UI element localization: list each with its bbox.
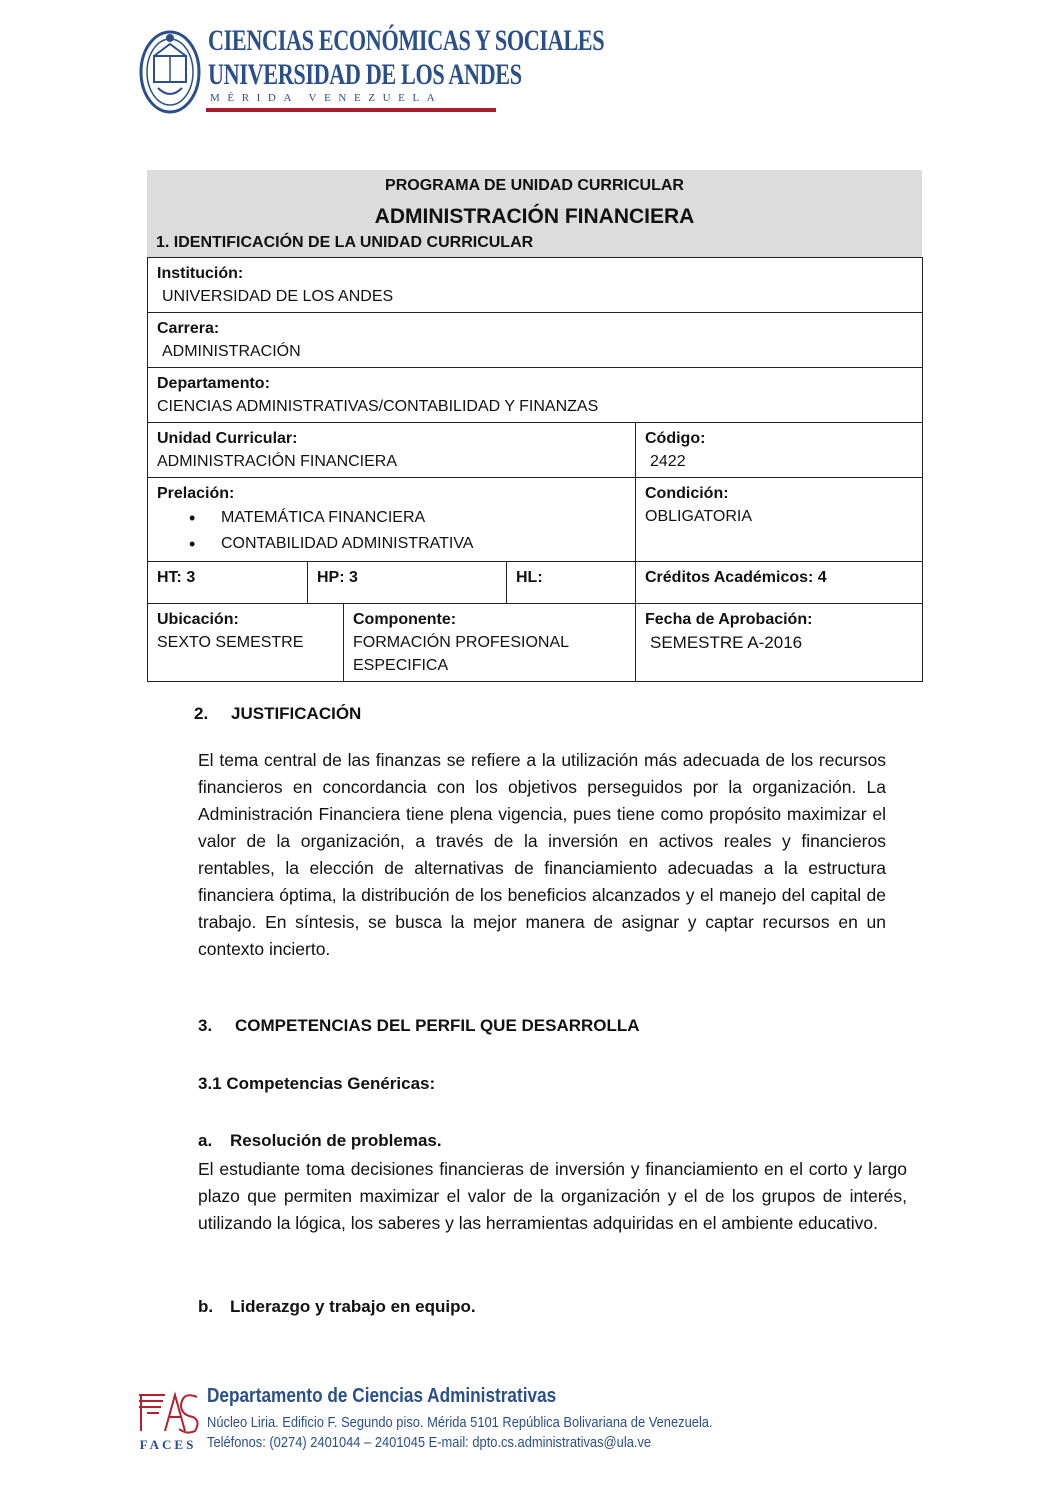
prelacion-item: • CONTABILIDAD ADMINISTRATIVA	[189, 531, 626, 557]
cell-componente	[344, 604, 636, 682]
identification-grid	[147, 257, 923, 682]
competencia-a-heading	[198, 1131, 442, 1151]
institucion-value: UNIVERSIDAD DE LOS ANDES	[162, 288, 394, 305]
institucion-label: Institución:	[157, 265, 244, 282]
section-identification-heading: 1. IDENTIFICACIÓN DE LA UNIDAD CURRICULAR	[156, 234, 534, 251]
ht-value: HT: 3	[157, 569, 196, 586]
cell-unidad	[148, 423, 636, 478]
cell-creditos	[636, 562, 923, 604]
faces-logo-text: FACES	[139, 1437, 197, 1452]
footer-address: Núcleo Liria. Edificio F. Segundo piso. Mérida 5101 República Bolivariana de Venezuela.	[207, 1414, 713, 1431]
competencia-b-heading	[198, 1297, 476, 1317]
departamento-value: CIENCIAS ADMINISTRATIVAS/CONTABILIDAD Y FINANZAS	[157, 398, 599, 415]
componente-value: FORMACIÓN PROFESIONAL ESPECIFICA	[353, 634, 569, 674]
header-university: UNIVERSIDAD DE LOS ANDES	[208, 58, 522, 91]
cell-fecha	[636, 604, 923, 682]
program-title: ADMINISTRACIÓN FINANCIERA	[374, 205, 695, 228]
department-footer	[135, 1385, 735, 1455]
hp-value: HP: 3	[317, 569, 358, 586]
competencias-genericas-heading: 3.1 Competencias Genéricas:	[198, 1074, 436, 1093]
competencia-a-text: El estudiante toma decisiones financieras de inversión y financiamiento en el corto y largo plazo que permiten maximizar el valor de la organización y el de los grupos de interés, utilizando la lógica, los saberes y las herramientas adquiridas en el ambiente educativo.	[198, 1159, 907, 1233]
cell-codigo	[636, 423, 923, 478]
condicion-value: OBLIGATORIA	[645, 508, 752, 525]
prelacion-list	[157, 505, 626, 557]
creditos-value: Créditos Académicos: 4	[645, 569, 827, 586]
row-departamento	[148, 368, 923, 423]
cell-ubicacion	[148, 604, 344, 682]
cell-carrera	[148, 313, 923, 368]
carrera-label: Carrera:	[157, 320, 220, 337]
faces-logo-icon	[135, 1387, 201, 1453]
hl-value: HL:	[516, 569, 543, 586]
footer-contact: Teléfonos: (0274) 2401044 – 2401045 E-mail: dpto.cs.administrativas@ula.ve	[207, 1434, 652, 1451]
fecha-value: SEMESTRE A-2016	[650, 633, 803, 652]
cell-departamento	[148, 368, 923, 423]
departamento-label: Departamento:	[157, 375, 270, 392]
row-institucion	[148, 258, 923, 313]
cell-hp	[308, 562, 507, 604]
ubicacion-value: SEXTO SEMESTRE	[157, 634, 304, 651]
codigo-value: 2422	[650, 453, 686, 470]
prelacion-item: • MATEMÁTICA FINANCIERA	[189, 505, 626, 531]
row-unidad	[148, 423, 923, 478]
unidad-value: ADMINISTRACIÓN FINANCIERA	[157, 453, 398, 470]
cell-condicion	[636, 478, 923, 562]
justificacion-heading	[194, 704, 361, 724]
program-header	[147, 170, 922, 257]
componente-label: Componente:	[353, 611, 457, 628]
justificacion-text: El tema central de las finanzas se refiere a la utilización más adecuada de los recursos financieros en concordancia con los objetivos perseguidos por la organización. La Administración Financiera tiene plena vigencia, pues tiene como propósito maximizar el valor de la organización, a través de la inversión en activos reales y financieros rentables, la elección de alternativas de financiamiento adecuadas a la estructura financiera óptima, la distribución de los beneficios alcanzados y el manejo del capital de trabajo. En síntesis, se busca la mejor manera de asignar y captar recursos en un contexto incierto.	[198, 750, 886, 959]
codigo-label: Código:	[645, 430, 706, 447]
competencias-heading	[198, 1016, 640, 1036]
unidad-label: Unidad Curricular:	[157, 430, 298, 447]
cell-ht	[148, 562, 308, 604]
competencia-b-title: Liderazgo y trabajo en equipo.	[230, 1297, 476, 1316]
competencias-title: COMPETENCIAS DEL PERFIL QUE DESARROLLA	[235, 1016, 640, 1035]
competencias-number: 3.	[198, 1016, 213, 1035]
row-ubicacion	[148, 604, 923, 682]
cell-hl	[507, 562, 636, 604]
justificacion-number: 2.	[194, 704, 209, 723]
cell-institucion	[148, 258, 923, 313]
justificacion-title: JUSTIFICACIÓN	[231, 704, 362, 723]
row-hours	[148, 562, 923, 604]
fecha-label: Fecha de Aprobación:	[645, 611, 813, 628]
university-header	[138, 24, 605, 116]
ubicacion-label: Ubicación:	[157, 611, 239, 628]
row-carrera	[148, 313, 923, 368]
row-prelacion	[148, 478, 923, 562]
competencia-a-title: Resolución de problemas.	[230, 1131, 442, 1150]
program-supertitle: PROGRAMA DE UNIDAD CURRICULAR	[385, 177, 684, 194]
header-city: MÉRIDA VENEZUELA	[210, 92, 443, 104]
program-table	[147, 170, 922, 682]
competencia-a-letter: a.	[198, 1131, 213, 1150]
footer-department: Departamento de Ciencias Administrativas	[207, 1385, 557, 1407]
university-seal-icon	[138, 26, 202, 114]
header-rule	[206, 108, 496, 112]
cell-prelacion	[148, 478, 636, 562]
competencia-b-letter: b.	[198, 1297, 214, 1316]
header-faculty: CIENCIAS ECONÓMICAS Y SOCIALES	[208, 24, 605, 57]
condicion-label: Condición:	[645, 485, 729, 502]
carrera-value: ADMINISTRACIÓN	[162, 343, 301, 360]
prelacion-label: Prelación:	[157, 485, 235, 502]
